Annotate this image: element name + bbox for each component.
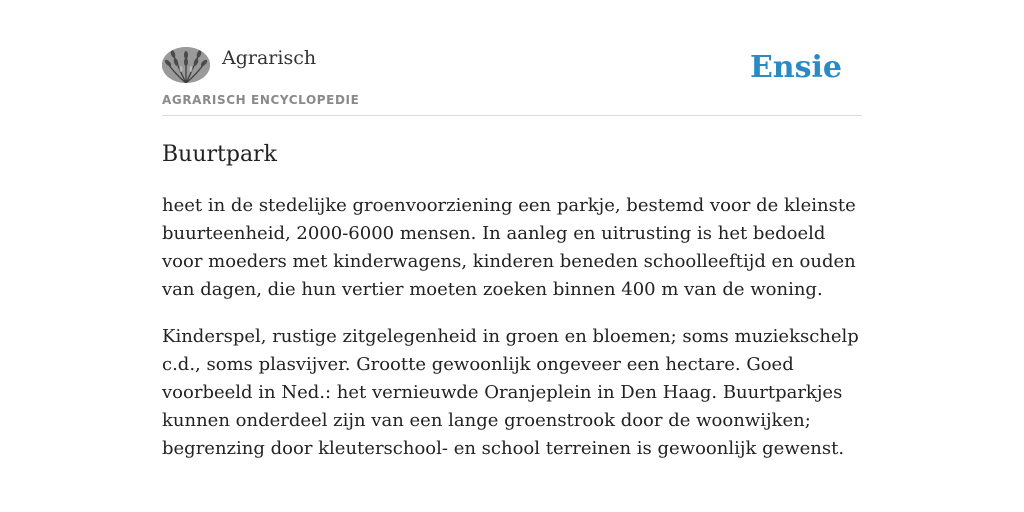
- page: [162, 0, 862, 459]
- article-paragraph-2: Kinderspel, rustige zitgelegenheid in groen en bloemen; soms muziekschelp c.d., soms plasvijver. Grootte gewoonlijk ongeveer een hectare. Goed voorbeeld in Ned.: het vernieuwde Oranjeplein in Den Haag. Buurtparkjes kunnen onderdeel zijn van een lange groenstrook door de woonwijken; begrenzing door kleuterschool- en school terreinen is gewoonlijk gewenst.: [162, 326, 859, 459]
- article-body: [162, 192, 862, 482]
- wheat-icon[interactable]: [162, 47, 210, 83]
- article-title: Buurtpark: [162, 142, 277, 167]
- article-paragraph-1: heet in de stedelijke groenvoorziening een parkje, bestemd voor de kleinste buurteenheid, 2000-6000 mensen. In aanleg en uitrusting is het bedoeld voor moeders met kinderwagens, kinderen beneden schoolleeftijd en ouden van dagen, die hun vertier moeten zoeken binnen 400 m van de woning.: [162, 195, 856, 300]
- header: [162, 0, 862, 116]
- site-subtitle: AGRARISCH ENCYCLOPEDIE: [162, 93, 360, 107]
- site-name[interactable]: Agrarisch: [222, 47, 317, 69]
- brand-logo-link[interactable]: Ensie: [749, 50, 842, 85]
